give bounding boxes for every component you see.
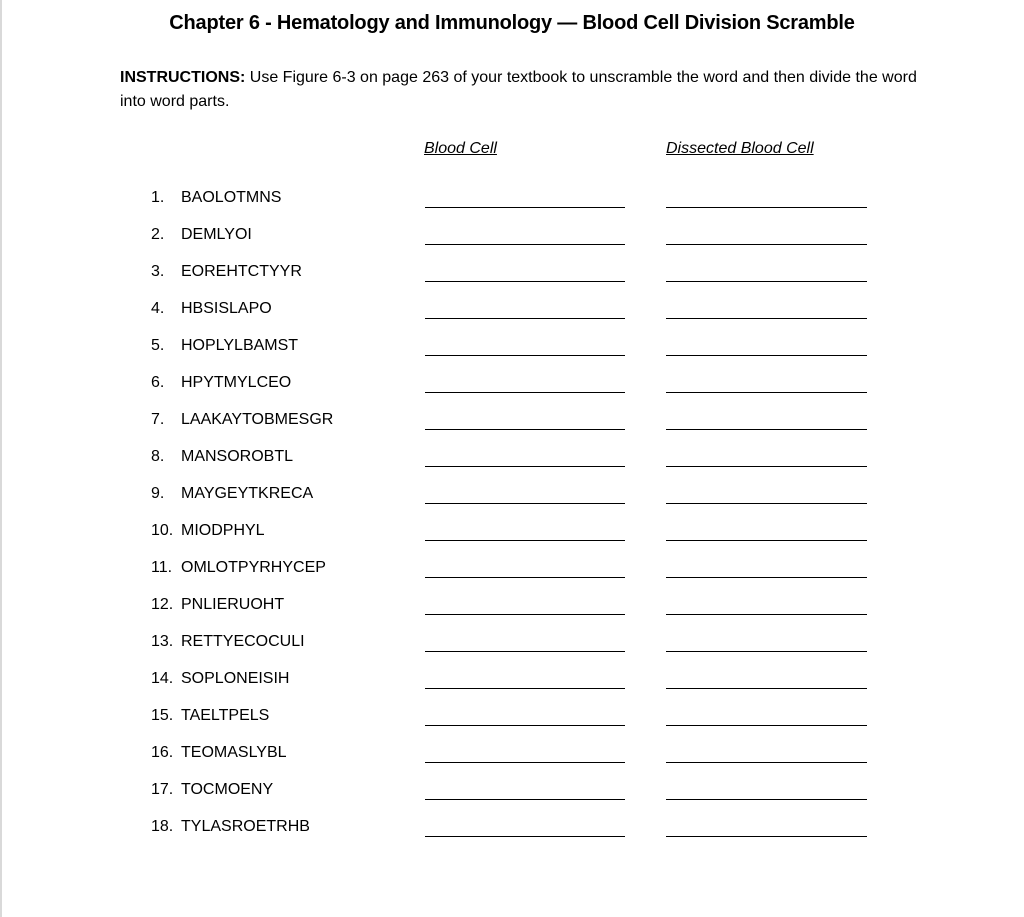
scrambled-word: TOCMOENY — [181, 781, 274, 798]
blood-cell-answer-line[interactable] — [425, 244, 625, 245]
scrambled-word: HPYTMYLCEO — [181, 374, 292, 391]
item-number: 10. — [151, 522, 174, 539]
page-title: Chapter 6 - Hematology and Immunology — Blood Cell Division Scramble — [169, 12, 855, 34]
dissected-answer-line[interactable] — [666, 318, 867, 319]
blood-cell-answer-line[interactable] — [425, 466, 625, 467]
scrambled-word: BAOLOTMNS — [181, 189, 282, 206]
scrambled-word: HOPLYLBAMST — [181, 337, 299, 354]
item-number: 11. — [151, 559, 173, 576]
dissected-answer-line[interactable] — [666, 762, 867, 763]
blood-cell-answer-line[interactable] — [425, 503, 625, 504]
item-number: 9. — [151, 485, 165, 502]
dissected-answer-line[interactable] — [666, 503, 867, 504]
item-number: 3. — [151, 263, 165, 280]
item-number: 1. — [151, 189, 165, 206]
blood-cell-column-header: Blood Cell — [424, 140, 497, 157]
scrambled-word: TEOMASLYBL — [181, 744, 287, 761]
list-item — [0, 816, 1024, 853]
dissected-answer-line[interactable] — [666, 207, 867, 208]
item-number: 4. — [151, 300, 165, 317]
list-item — [0, 668, 1024, 705]
dissected-answer-line[interactable] — [666, 614, 867, 615]
scrambled-word: RETTYECOCULI — [181, 633, 305, 650]
blood-cell-answer-line[interactable] — [425, 577, 625, 578]
scrambled-word: MIODPHYL — [181, 522, 265, 539]
item-number: 13. — [151, 633, 174, 650]
item-number: 6. — [151, 374, 165, 391]
list-item — [0, 446, 1024, 483]
blood-cell-answer-line[interactable] — [425, 318, 625, 319]
dissected-answer-line[interactable] — [666, 355, 867, 356]
blood-cell-answer-line[interactable] — [425, 762, 625, 763]
item-number: 18. — [151, 818, 174, 835]
list-item — [0, 372, 1024, 409]
item-number: 16. — [151, 744, 174, 761]
list-item — [0, 335, 1024, 372]
dissected-answer-line[interactable] — [666, 392, 867, 393]
blood-cell-answer-line[interactable] — [425, 614, 625, 615]
item-number: 14. — [151, 670, 174, 687]
list-item — [0, 483, 1024, 520]
dissected-answer-line[interactable] — [666, 244, 867, 245]
scrambled-word: DEMLYOI — [181, 226, 252, 243]
dissected-answer-line[interactable] — [666, 281, 867, 282]
dissected-answer-line[interactable] — [666, 466, 867, 467]
scrambled-word: LAAKAYTOBMESGR — [181, 411, 334, 428]
list-item — [0, 557, 1024, 594]
instructions-label: INSTRUCTIONS: — [120, 69, 246, 86]
blood-cell-answer-line[interactable] — [425, 836, 625, 837]
list-item — [0, 594, 1024, 631]
dissected-answer-line[interactable] — [666, 540, 867, 541]
list-item — [0, 742, 1024, 779]
dissected-answer-line[interactable] — [666, 651, 867, 652]
scrambled-word: OMLOTPYRHYCEP — [181, 559, 326, 576]
scrambled-word: EOREHTCTYYR — [181, 263, 302, 280]
list-item — [0, 409, 1024, 446]
scrambled-word: PNLIERUOHT — [181, 596, 285, 613]
dissected-blood-cell-column-header: Dissected Blood Cell — [666, 140, 814, 157]
scrambled-word: MAYGEYTKRECA — [181, 485, 314, 502]
item-number: 15. — [151, 707, 174, 724]
dissected-answer-line[interactable] — [666, 429, 867, 430]
scrambled-word: MANSOROBTL — [181, 448, 294, 465]
list-item — [0, 224, 1024, 261]
list-item — [0, 520, 1024, 557]
dissected-answer-line[interactable] — [666, 836, 867, 837]
scramble-list — [0, 187, 1024, 853]
instructions-text: Use Figure 6-3 on page 263 of your textbook to unscramble the word and then divide the word into word parts. — [120, 69, 917, 110]
blood-cell-answer-line[interactable] — [425, 429, 625, 430]
list-item — [0, 298, 1024, 335]
blood-cell-answer-line[interactable] — [425, 540, 625, 541]
blood-cell-answer-line[interactable] — [425, 392, 625, 393]
dissected-answer-line[interactable] — [666, 725, 867, 726]
item-number: 5. — [151, 337, 165, 354]
blood-cell-answer-line[interactable] — [425, 207, 625, 208]
blood-cell-answer-line[interactable] — [425, 688, 625, 689]
instructions — [120, 66, 920, 114]
scrambled-word: TAELTPELS — [181, 707, 270, 724]
item-number: 17. — [151, 781, 174, 798]
scrambled-word: SOPLONEISIH — [181, 670, 290, 687]
list-item — [0, 779, 1024, 816]
scrambled-word: TYLASROETRHB — [181, 818, 310, 835]
scrambled-word: HBSISLAPO — [181, 300, 272, 317]
list-item — [0, 631, 1024, 668]
item-number: 12. — [151, 596, 174, 613]
blood-cell-answer-line[interactable] — [425, 651, 625, 652]
dissected-answer-line[interactable] — [666, 688, 867, 689]
item-number: 2. — [151, 226, 165, 243]
item-number: 7. — [151, 411, 165, 428]
blood-cell-answer-line[interactable] — [425, 799, 625, 800]
list-item — [0, 261, 1024, 298]
item-number: 8. — [151, 448, 165, 465]
dissected-answer-line[interactable] — [666, 577, 867, 578]
list-item — [0, 705, 1024, 742]
blood-cell-answer-line[interactable] — [425, 281, 625, 282]
blood-cell-answer-line[interactable] — [425, 355, 625, 356]
dissected-answer-line[interactable] — [666, 799, 867, 800]
list-item — [0, 187, 1024, 224]
blood-cell-answer-line[interactable] — [425, 725, 625, 726]
